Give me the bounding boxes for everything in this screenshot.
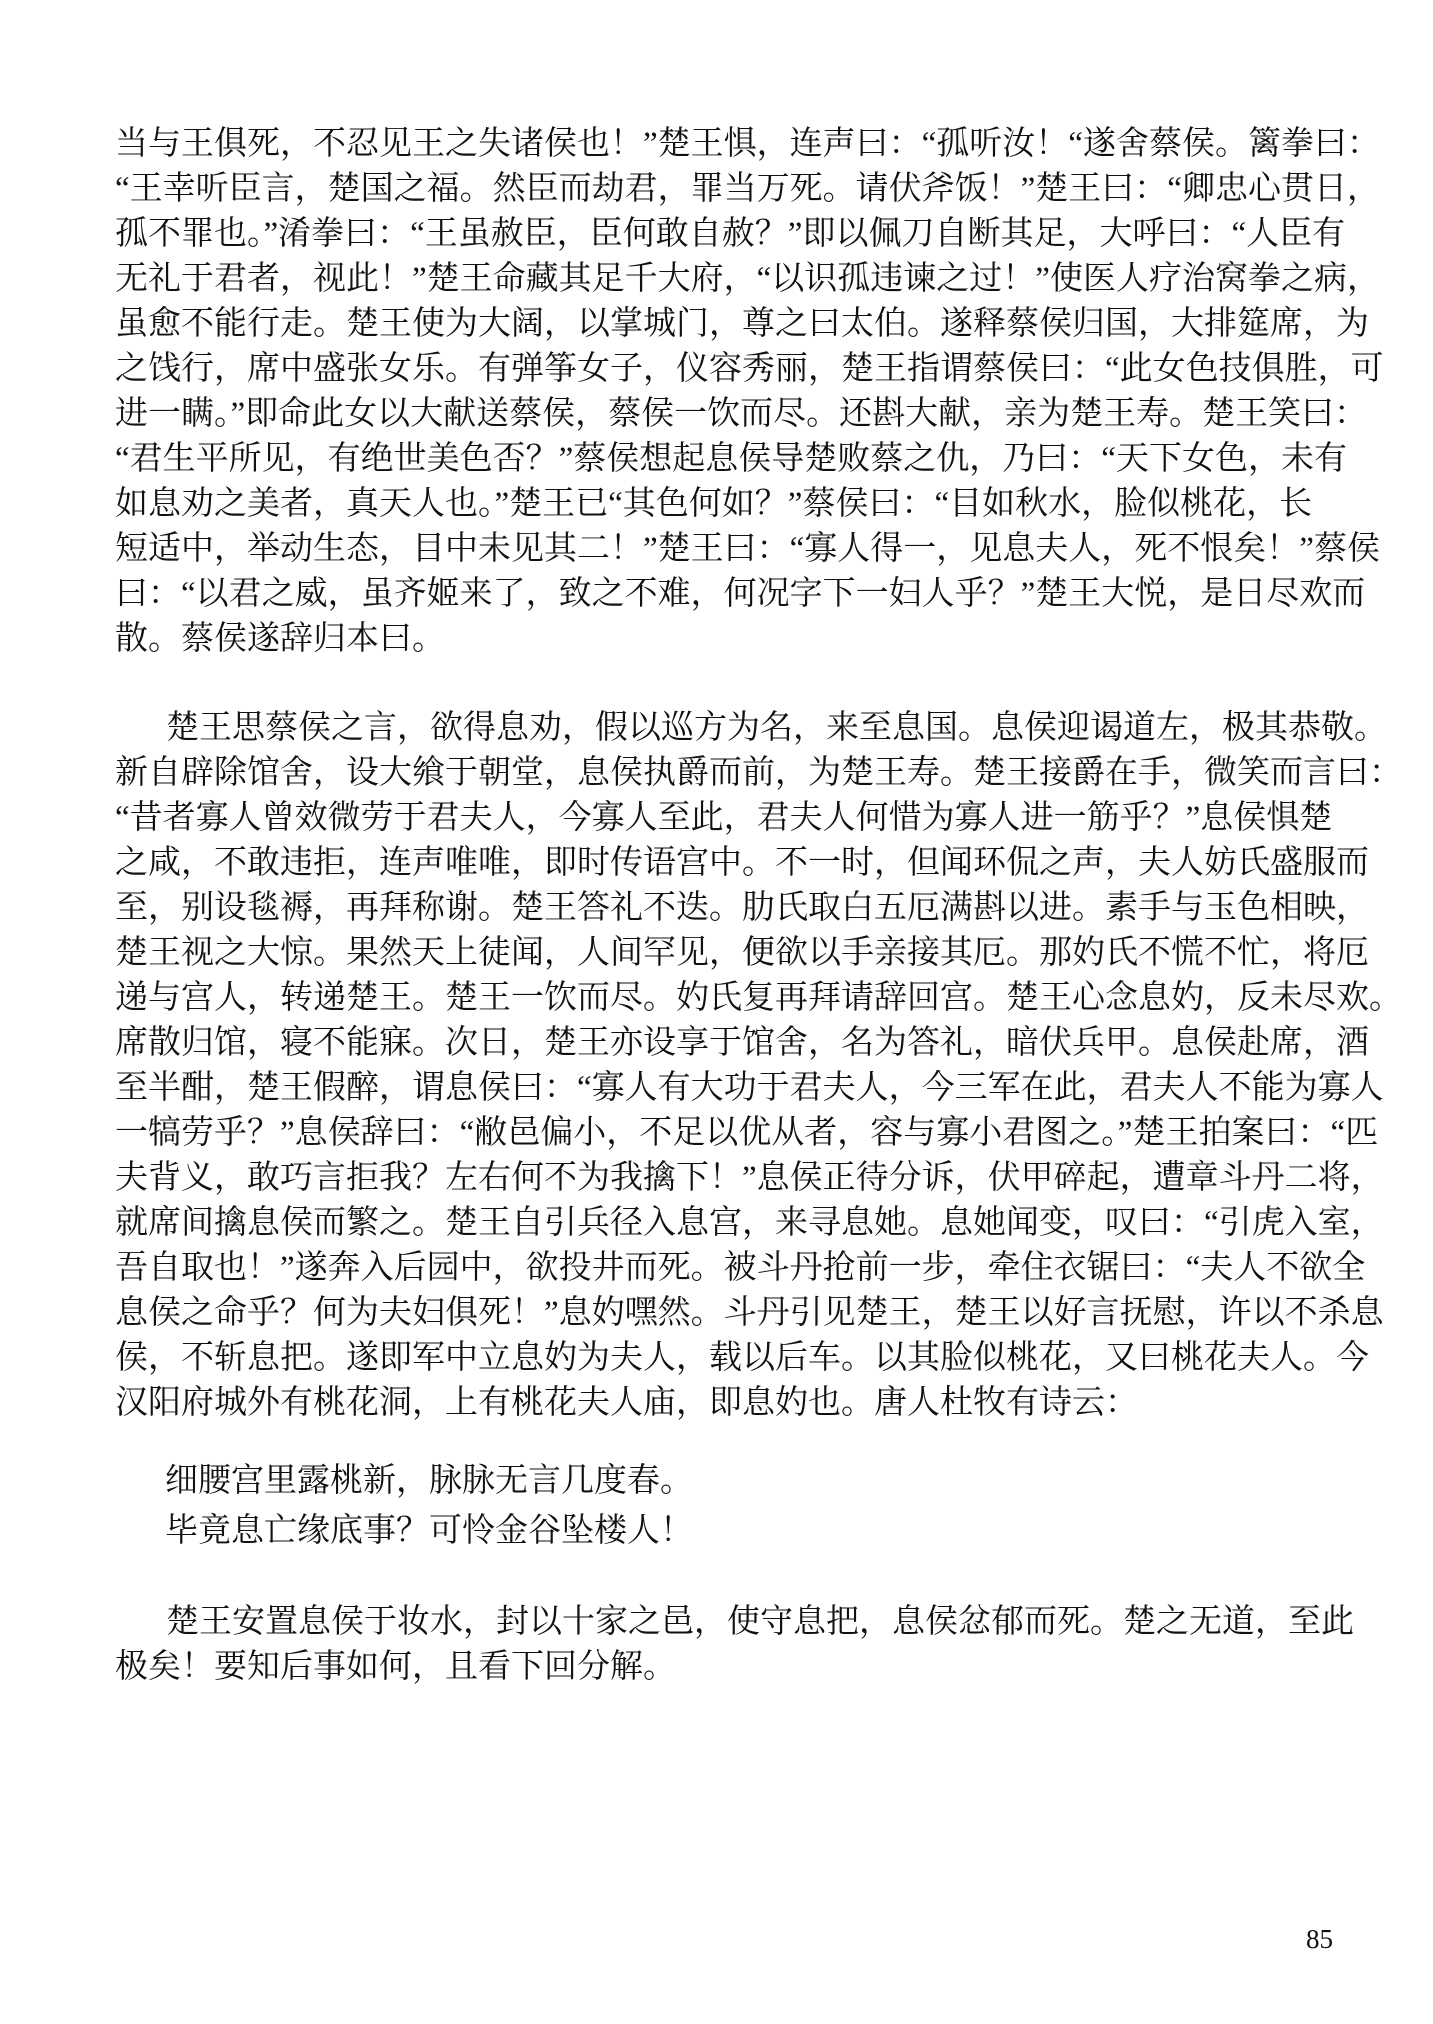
text-line: “君生平所见，有绝世美色否？”蔡侯想起息侯导楚败蔡之仇，乃曰：“天下女色，未有 xyxy=(115,441,1347,477)
poem-line: 细腰宫里露桃新，脉脉无言几度春。 xyxy=(165,1463,693,1499)
text-line: 之咸，不敢违拒，连声唯唯，即时传语宫中。不一时，但闻环侃之声，夫人妨氏盛服而 xyxy=(115,845,1369,881)
text-line: 进一瞒。”即命此女以大献送蔡侯，蔡侯一饮而尽。还斟大献，亲为楚王寿。楚王笑曰： xyxy=(115,396,1368,432)
paragraph-main xyxy=(115,706,1402,1426)
text-line: 息侯之命乎？何为夫妇俱死！”息妁嘿然。斗丹引见楚王，楚王以好言抚慰，许以不杀息 xyxy=(115,1295,1384,1331)
text-line: 短适中，举动生态，目中未见其二！”楚王曰：“寡人得一，见息夫人，死不恨矣！”蔡侯 xyxy=(115,531,1380,567)
text-line: 递与宫人，转递楚王。楚王一饮而尽。妁氏复再拜请辞回宫。楚王心念息妁，反未尽欢。 xyxy=(115,980,1402,1016)
text-line: 楚王思蔡侯之言，欲得息劝，假以巡方为名，来至息国。息侯迎谒道左，极其恭敬。 xyxy=(166,710,1387,746)
text-line: 一犒劳乎？”息侯辞曰：“敝邑偏小，不足以优从者，容与寡小君图之。”楚王拍案曰：“匹 xyxy=(115,1115,1379,1151)
text-line: 夫背义，敢巧言拒我？左右何不为我擒下！”息侯正待分诉，伏甲碎起，遭章斗丹二将， xyxy=(115,1160,1384,1196)
text-line: 至，别设毯褥，再拜称谢。楚王答礼不迭。肋氏取白五厄满斟以进。素手与玉色相映， xyxy=(115,890,1369,926)
text-line: 当与王俱死，不忍见王之失诸侯也！”楚王惧，连声曰：“孤听汝！“遂舍蔡侯。篱拳曰： xyxy=(115,126,1380,162)
text-line: 曰：“以君之威，虽齐姬来了，致之不难，何况字下一妇人乎？”楚王大悦，是日尽欢而 xyxy=(115,576,1366,612)
text-line: 楚王安置息侯于妆水，封以十家之邑，使守息把，息侯忿郁而死。楚之无道，至此 xyxy=(166,1604,1354,1640)
text-line: 楚王视之大惊。果然天上徒闻，人间罕见，便欲以手亲接其厄。那妁氏不慌不忙，将厄 xyxy=(115,935,1369,971)
text-line: 至半酣，楚王假醉，谓息侯曰：“寡人有大功于君夫人，今三军在此，君夫人不能为寡人 xyxy=(115,1070,1384,1106)
text-line: 之饯行，席中盛张女乐。有弹筝女子，仪容秀丽，楚王指谓蔡侯曰：“此女色技俱胜，可 xyxy=(115,351,1384,387)
text-line: 汉阳府城外有桃花洞，上有桃花夫人庙，即息妁也。唐人杜牧有诗云： xyxy=(115,1385,1138,1421)
text-line: 极矣！要知后事如何，且看下回分解。 xyxy=(115,1649,676,1685)
paragraph-continuation xyxy=(115,122,1384,662)
page-number: 85 xyxy=(1306,1924,1333,1954)
text-line: “昔者寡人曾效微劳于君夫人，今寡人至此，君夫人何惜为寡人进一筋乎？”息侯惧楚 xyxy=(115,800,1333,836)
text-line: 散。蔡侯遂辞归本曰。 xyxy=(115,621,445,657)
poem-line: 毕竟息亡缘底事？可怜金谷坠楼人！ xyxy=(165,1513,693,1549)
text-line: 新自辟除馆舍，设大飨于朝堂，息侯执爵而前，为楚王寿。楚王接爵在手，微笑而言曰： xyxy=(115,755,1402,791)
text-line: 无礼于君者，视此！”楚王命藏其足千大府，“以识孤违谏之过！”使医人疗治窝拳之病， xyxy=(115,261,1380,297)
poem-block xyxy=(115,1456,1325,1556)
text-line: 侯，不斩息把。遂即军中立息妁为夫人，载以后车。以其脸似桃花，又曰桃花夫人。今 xyxy=(115,1340,1369,1376)
text-line: 如息劝之美者，真天人也。”楚王已“其色何如？”蔡侯曰：“目如秋水，脸似桃花，长 xyxy=(115,486,1313,522)
paragraph-closing xyxy=(115,1600,1354,1690)
text-line: 就席间擒息侯而繁之。楚王自引兵径入息宫，来寻息她。息她闻变，叹曰：“引虎入室， xyxy=(115,1205,1384,1241)
text-line: 虽愈不能行走。楚王使为大阔，以掌城门，尊之曰太伯。遂释蔡侯归国，大排筵席，为 xyxy=(115,306,1369,342)
text-line: “王幸听臣言，楚国之福。然臣而劫君，罪当万死。请伏斧饭！”楚王曰：“卿忠心贯日， xyxy=(115,171,1380,207)
text-line: 席散归馆，寝不能寐。次日，楚王亦设享于馆舍，名为答礼，暗伏兵甲。息侯赴席，酒 xyxy=(115,1025,1369,1061)
text-line: 孤不罪也。”淆拳曰：“王虽赦臣，臣何敢自赦？”即以佩刀自断其足，大呼曰：“人臣有 xyxy=(115,216,1346,252)
text-line: 吾自取也！”遂奔入后园中，欲投井而死。被斗丹抢前一步，牵住衣锯曰：“夫人不欲全 xyxy=(115,1250,1366,1286)
text-block xyxy=(115,122,1402,1690)
